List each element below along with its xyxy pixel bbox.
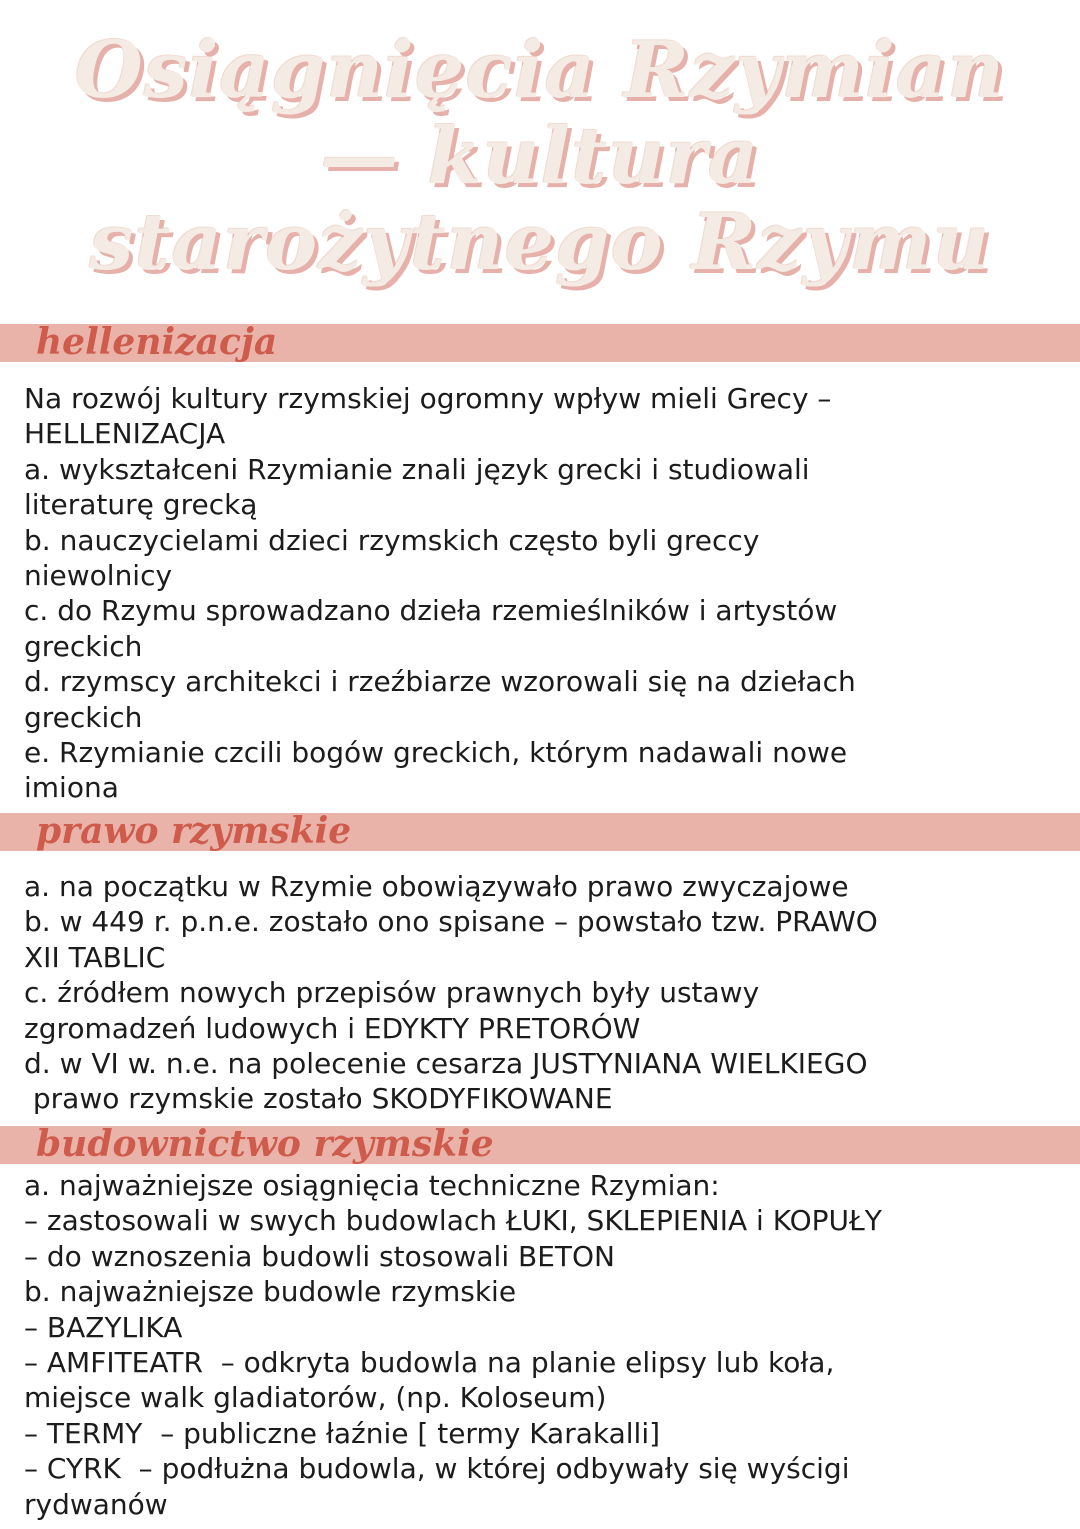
text-line: – do wznoszenia budowli stosowali BETON [24,1239,615,1273]
text-line: a. wykształceni Rzymianie znali język grecki i studiowali [24,452,810,486]
text-line: zgromadzeń ludowych i EDYKTY PRETORÓW [24,1011,641,1045]
section-heading: hellenizacja [36,321,278,363]
section-header-budownictwo-rzymskie [0,1123,1080,1165]
text-line: – CYRK – podłużna budowla, w której odbywały się wyścigi [24,1452,850,1486]
title-line-1: Osiągnięcia Rzymian [74,25,1006,116]
text-line: d. rzymscy architekci i rzeźbiarze wzorowali się na dziełach [24,665,856,699]
text-line: a. na początku w Rzymie obowiązywało prawo zwyczajowe [24,870,849,903]
text-line: – TERMY – publiczne łaźnie [ termy Karakalli] [24,1416,661,1450]
section-body-budownictwo-rzymskie [24,1168,1064,1522]
page-title [0,25,1080,288]
text-line: XII TABLIC [24,940,166,974]
section-header-hellenizacja [0,321,1080,363]
title-line-2: — kultura [320,111,760,202]
text-line: rydwanów [24,1487,168,1521]
text-line: b. w 449 r. p.n.e. zostało ono spisane – powstało tzw. PRAWO [24,905,878,939]
text-line: – AMFITEATR – odkryta budowla na planie elipsy lub koła, [24,1346,835,1380]
text-line: c. do Rzymu sprowadzano dzieła rzemieślników i artystów [24,594,838,628]
section-header-prawo-rzymskie [0,810,1080,852]
text-line: e. Rzymianie czcili bogów greckich, którym nadawali nowe [24,736,848,770]
title-line-3: starożytnego Rzymu [89,197,991,288]
text-line: imiona [24,771,119,805]
section-heading: budownictwo rzymskie [36,1123,494,1165]
text-line: miejsce walk gladiatorów, (np. Koloseum) [24,1381,607,1415]
text-line: – zastosowali w swych budowlach ŁUKI, SKLEPIENIA i KOPUŁY [24,1204,882,1238]
text-line: Na rozwój kultury rzymskiej ogromny wpływ mieli Grecy – [24,382,832,415]
text-line: greckich [24,700,143,734]
section-heading: prawo rzymskie [36,810,352,852]
text-line: prawo rzymskie zostało SKODYFIKOWANE [24,1082,613,1116]
text-line: literaturę grecką [24,488,258,522]
text-line: – BAZYLIKA [24,1310,183,1344]
text-line: b. najważniejsze budowle rzymskie [24,1275,517,1309]
text-line: greckich [24,629,143,663]
text-line: c. źródłem nowych przepisów prawnych były ustawy [24,976,760,1010]
text-line: b. nauczycielami dzieci rzymskich często byli greccy [24,523,760,557]
text-line: niewolnicy [24,559,173,593]
section-body-prawo-rzymskie [24,869,1064,1117]
text-line: d. w VI w. n.e. na polecenie cesarza JUSTYNIANA WIELKIEGO [24,1047,868,1081]
text-line: a. najważniejsze osiągnięcia techniczne Rzymian: [24,1169,720,1202]
text-line: HELLENIZACJA [24,417,226,451]
section-body-hellenizacja [24,381,1064,806]
